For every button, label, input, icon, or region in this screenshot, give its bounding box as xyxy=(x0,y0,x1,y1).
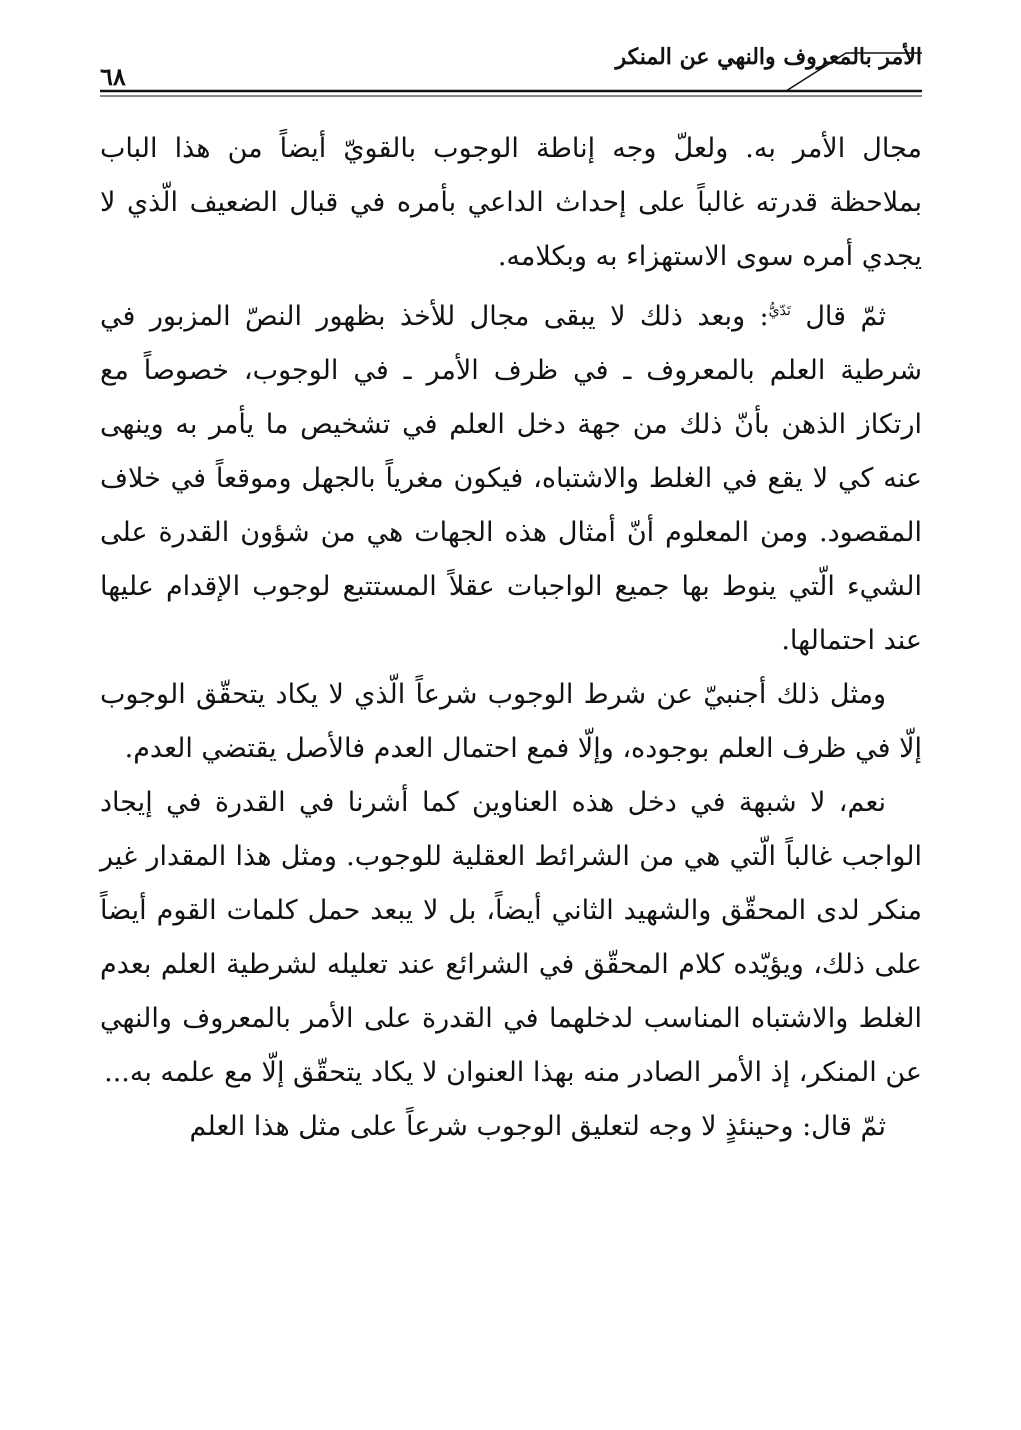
paragraph: نعم، لا شبهة في دخل هذه العناوين كما أشرنا في القدرة في إيجاد الواجب غالباً الّتي هي من الشرائط العقلية للوجوب. ومثل هذا المقدار غير منكر لدى المحقّق والشهيد الثاني أيضاً، بل لا يبعد حمل كلمات القوم أيضاً على ذلك، ويؤيّده كلام المحقّق في الشرائع عند تعليله لشرطية العلم بعدم الغلط والاشتباه المناسب لدخلهما في القدرة على الأمر بالمعروف والنهي عن المنكر، إذ الأمر الصادر منه بهذا العنوان لا يكاد يتحقّق إلّا مع علمه به... xyxy=(100,787,922,1088)
paragraph-lead: ثمّ قال xyxy=(805,301,886,332)
paragraph-text: : وبعد ذلك لا يبقى مجال للأخذ بظهور النصّ المزبور في شرطية العلم بالمعروف ـ في ظرف الأمر ـ في الوجوب، خصوصاً مع ارتكاز الذهن بأنّ ذلك من جهة دخل العلم في تشخيص ما يأمر به وينهى عنه كي لا يقع في الغلط والاشتباه، فيكون مغرياً بالجهل وموقعاً في خلاف المقصود. ومن المعلوم أنّ أمثال هذه الجهات هي من شؤون القدرة على الشيء الّتي ينوط بها جميع الواجبات عقلاً المستتبع لوجوب الإقدام عليها عند احتمالها. xyxy=(100,301,922,656)
paragraph xyxy=(100,284,922,668)
honorific-mark: تَدّيُّ xyxy=(768,303,791,319)
page-header xyxy=(100,36,922,106)
paragraph: ومثل ذلك أجنبيّ عن شرط الوجوب شرعاً الّذي لا يكاد يتحقّق الوجوب إلّا في ظرف العلم بوجوده، وإلّا فمع احتمال العدم فالأصل يقتضي العدم. xyxy=(100,679,922,764)
page-number: ٦٨ xyxy=(100,62,126,91)
paragraph: ثمّ قال: وحينئذٍ لا وجه لتعليق الوجوب شرعاً على مثل هذا العلم xyxy=(189,1111,886,1142)
body-text xyxy=(100,122,922,1154)
paragraph: مجال الأمر به. ولعلّ وجه إناطة الوجوب بالقويّ أيضاً من هذا الباب بملاحظة قدرته غالباً على إحداث الداعي بأمره في قبال الضعيف الّذي لا يجدي أمره سوى الاستهزاء به وبكلامه. xyxy=(100,133,922,272)
running-title: الأمر بالمعروف والنهي عن المنكر xyxy=(615,44,922,70)
